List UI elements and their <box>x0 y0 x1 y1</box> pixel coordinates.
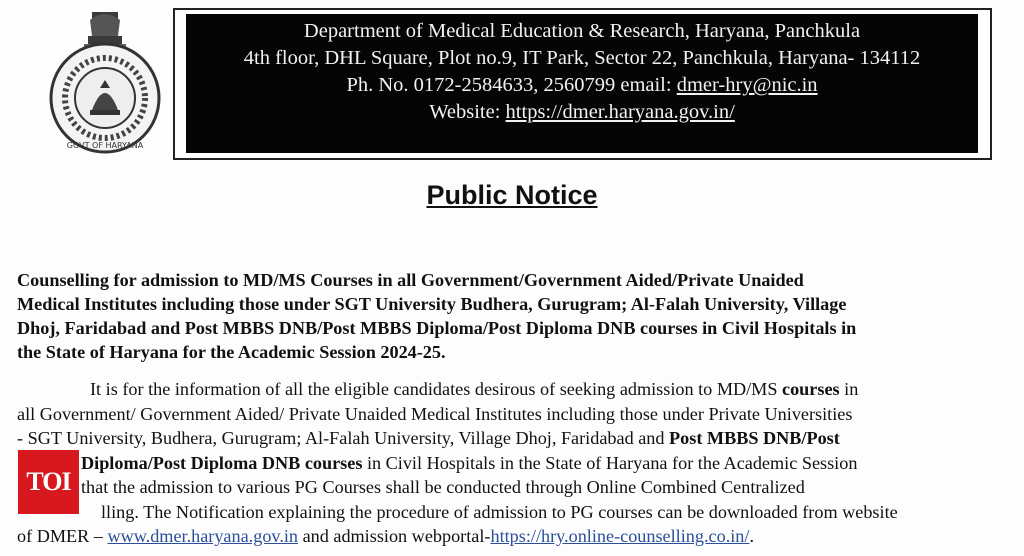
body-text: It is for the information of all the eligible candidates desirous of seeking admission to MD/MS <box>90 379 783 399</box>
body-bold-text: courses <box>782 379 840 399</box>
department-name: Department of Medical Education & Research, Haryana, Panchkula <box>303 20 861 42</box>
letterhead <box>186 14 978 153</box>
subject-line: the State of Haryana for the Academic Session 2024-25. <box>17 342 446 362</box>
website-label: Website: <box>429 101 506 123</box>
body-text: . <box>749 526 754 546</box>
body-text: - SGT University, Budhera, Gurugram; Al-Falah University, Village Dhoj, Faridabad and <box>17 428 670 448</box>
body-bold-text: Post MBBS DNB/Post <box>669 428 840 448</box>
body-line <box>17 377 997 402</box>
body-bold-text: Diploma/Post Diploma DNB courses <box>81 452 363 473</box>
notice-body <box>17 377 997 549</box>
body-line <box>17 426 997 451</box>
body-text: of DMER – <box>17 526 108 546</box>
counselling-portal-link[interactable]: https://hry.online-counselling.co.in/ <box>490 526 750 546</box>
body-line: lling. The Notification explaining the procedure of admission to PG courses can be downloaded from website <box>101 501 898 522</box>
emblem-text: GOVT OF HARYANA <box>66 141 144 150</box>
dmer-website-link[interactable]: www.dmer.haryana.gov.in <box>107 526 299 546</box>
email-link[interactable]: dmer-hry@nic.in <box>676 74 818 96</box>
subject-line: Medical Institutes including those under SGT University Budhera, Gurugram; Al-Falah University, Village <box>17 294 847 314</box>
body-text: in Civil Hospitals in the State of Haryana for the Academic Session <box>362 452 858 473</box>
page-title: Public Notice <box>426 180 598 210</box>
website-link[interactable]: https://dmer.haryana.gov.in/ <box>505 101 735 123</box>
toi-logo: TOI <box>18 450 79 514</box>
subject-line: Dhoj, Faridabad and Post MBBS DNB/Post MBBS Diploma/Post Diploma DNB courses in Civil Hospitals in <box>17 318 857 338</box>
body-line: all Government/ Government Aided/ Private Unaided Medical Institutes including those under Private Universities <box>17 403 853 424</box>
department-website <box>186 99 978 126</box>
department-address: 4th floor, DHL Square, Plot no.9, IT Park, Sector 22, Panchkula, Haryana- 134112 <box>243 47 921 69</box>
body-line <box>17 451 997 476</box>
body-line: that the admission to various PG Courses shall be conducted through Online Combined Centralized <box>81 477 805 497</box>
subject-line: Counselling for admission to MD/MS Courses in all Government/Government Aided/Private Unaided <box>17 270 804 290</box>
body-line <box>17 524 997 549</box>
department-contact <box>186 72 978 99</box>
phone-text: Ph. No. 0172-2584633, 2560799 email: <box>346 74 677 96</box>
body-text: in <box>839 379 859 399</box>
body-text: and admission webportal- <box>298 526 491 546</box>
notice-subject <box>17 268 997 364</box>
haryana-government-emblem-icon <box>40 6 170 156</box>
